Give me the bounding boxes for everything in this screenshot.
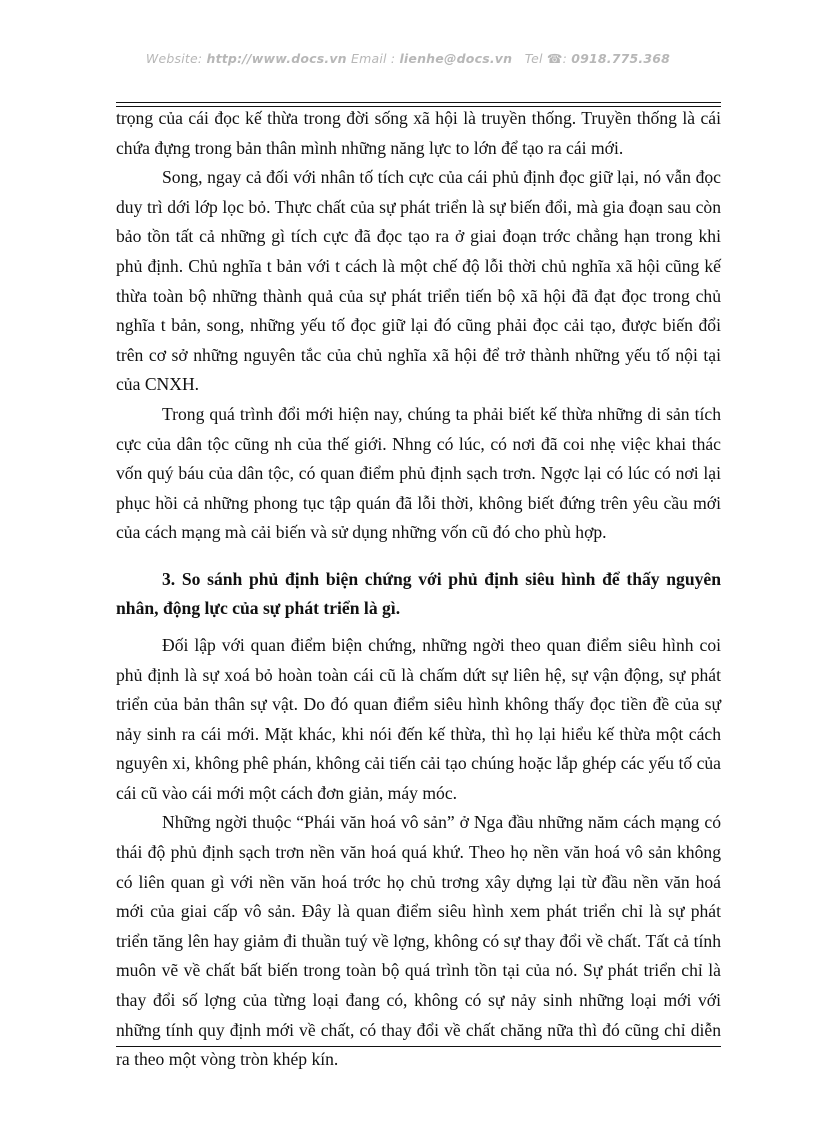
- paragraph: Song, ngay cả đối với nhân tố tích cực của cái phủ định đọc giữ lại, nó vẫn đọc duy trì dới lớp lọc bỏ. Thực chất của sự phát triển là sự biến đổi, mà gia đoạn sau còn bảo tồn tất cả những gì tích cực đã đọc tạo ra ở giai đoạn trớc chẳng hạn trong khi phủ định. Chủ nghĩa t bản với t cách là một chế độ lỗi thời chủ nghĩa xã hội cũng kế thừa toàn bộ những thành quả của sự phát triển tiến bộ xã hội đã đạt đọc trong chủ nghĩa t bản, song, những yếu tố đọc giữ lại đó cũng phải đọc cải tạo, được biến đổi trên cơ sở những nguyên tắc của chủ nghĩa xã hội để trở thành những yếu tố nội tại của CNXH.: [116, 167, 721, 395]
- section-heading: 3. So sánh phủ định biện chứng với phủ định siêu hình để thấy nguyên nhân, động lực của sự phát triển là gì.: [116, 568, 721, 618]
- tel-number: 0918.775.368: [571, 51, 671, 66]
- header-rule-thick: [116, 102, 721, 103]
- paragraph: Những ngời thuộc “Phái văn hoá vô sản” ở Nga đầu những năm cách mạng có thái độ phủ định sạch trơn nền văn hoá quá khứ. Theo họ nền văn hoá vô sản không có liên quan gì với nền văn hoá trớc họ chủ trơng xây dựng lại từ đầu nền văn hoá mới của giai cấp vô sản. Đây là quan điểm siêu hình xem phát triển chỉ là sự phát triển tăng lên hay giảm đi thuần tuý về lợng, không có sự thay đổi về chất. Tất cả tính muôn vẽ về chất bất biến trong toàn bộ quá trình tồn tại của nó. Sự phát triển chỉ là thay đổi số lợng của từng loại đang có, không có sự nảy sinh những loại mới với những tính quy định mới về chất, có thay đổi về chất chăng nữa thì đó cũng chỉ diễn ra theo một vòng tròn khép kín.: [116, 812, 721, 1070]
- page-header: [0, 51, 816, 66]
- tel-label: Tel: [524, 51, 543, 66]
- document-body: [116, 104, 721, 1075]
- paragraph-continued: trọng của cái đọc kế thừa trong đời sống xã hội là truyền thống. Truyền thống là cái chứa đựng trong bản thân mình những năng lực to lớn để tạo ra cái mới.: [116, 108, 721, 158]
- phone-icon: ☎:: [546, 51, 568, 66]
- email-label: Email :: [350, 51, 396, 66]
- paragraph: Trong quá trình đổi mới hiện nay, chúng ta phải biết kế thừa những di sản tích cực của dân tộc cũng nh của thế giới. Nhng có lúc, có nơi đã coi nhẹ việc khai thác vốn quý báu của dân tộc, có quan điểm phủ định sạch trơn. Ngợc lại có lúc có nơi lại phục hồi cả những phong tục tập quán đã lỗi thời, không biết đứng trên yêu cầu mới của cách mạng mà cải biến và sử dụng những vốn cũ đó cho phù hợp.: [116, 403, 721, 543]
- footer-rule: [116, 1046, 721, 1047]
- website-label: Website:: [145, 51, 203, 66]
- paragraph: Đối lập với quan điểm biện chứng, những ngời theo quan điểm siêu hình coi phủ định là sự xoá bỏ hoàn toàn cái cũ là chấm dứt sự liên hệ, sự vận động, sự phát triển của bản thân sự vật. Do đó quan điểm siêu hình không thấy đọc tiền đề của sự nảy sinh ra cái mới. Mặt khác, khi nói đến kế thừa, thì họ lại hiểu kế thừa một cách nguyên xi, không phê phán, không cải tiến cải tạo chúng hoặc lắp ghép các yếu tố của cái cũ vào cái mới một cách đơn giản, máy móc.: [116, 634, 721, 803]
- email-address[interactable]: lienhe@docs.vn: [399, 51, 513, 66]
- website-url[interactable]: http://www.docs.vn: [206, 51, 347, 66]
